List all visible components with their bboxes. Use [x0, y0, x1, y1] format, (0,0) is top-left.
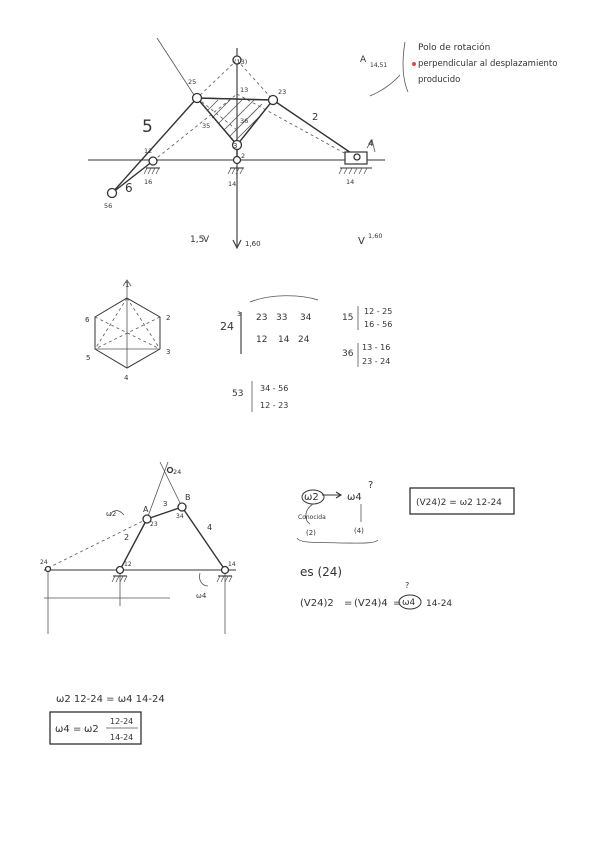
- note-pointer: [370, 75, 400, 96]
- label-ground-right: 14: [346, 178, 355, 186]
- fig2-label-14: 14: [228, 561, 236, 568]
- note-line-2: perpendicular al desplazamiento: [418, 59, 558, 69]
- eq2-r2: 16 - 56: [364, 320, 393, 329]
- ground-support-center: [228, 168, 244, 174]
- label-link-2: 2: [312, 112, 319, 123]
- eq3-r1: 13 - 16: [362, 343, 391, 352]
- label-j2: 2: [241, 152, 246, 160]
- label-link-6: 6: [125, 181, 133, 195]
- hex-node-1: 1: [125, 281, 130, 289]
- equation-15: [342, 306, 392, 330]
- label-v-mid-sub: 1,60: [245, 240, 261, 248]
- label-link-4: 4: [368, 139, 374, 149]
- veq-w4: ω4: [402, 598, 416, 608]
- fig2-label-w2: ω2: [106, 510, 117, 518]
- label-j16: 16: [144, 178, 153, 186]
- kennedy-hexagon: [85, 280, 170, 382]
- fig2-label-b: B: [185, 493, 191, 502]
- eq1-r1c2: 33: [276, 313, 288, 323]
- joint-upper-left: [193, 94, 202, 103]
- eq1-sup: 3: [237, 311, 241, 318]
- fig2-label-34: 34: [176, 513, 184, 520]
- hex-node-3: 3: [166, 348, 171, 356]
- joint-ground-center: [234, 157, 241, 164]
- result-box-1-text: (V24)2 = ω2 12-24: [416, 498, 502, 508]
- eq2-r1: 12 - 25: [364, 307, 393, 316]
- eq4-r2: 12 - 23: [260, 401, 289, 410]
- label-link-5: 5: [142, 117, 153, 137]
- omega-relation: [297, 480, 514, 609]
- bracket-label-1: (2): [306, 529, 316, 537]
- w4-text: ω4: [347, 492, 362, 503]
- label-j13: 13: [240, 86, 249, 94]
- brace: [297, 538, 378, 543]
- label-j25: 25: [188, 78, 197, 86]
- joint-b: [178, 503, 186, 511]
- eq1-r1c3: 34: [300, 313, 312, 323]
- hex-node-6: 6: [85, 316, 90, 324]
- veq-equals-1: =: [344, 598, 353, 609]
- ground-support-12: [112, 576, 127, 582]
- hex-diag-d: [127, 298, 160, 349]
- top-bar: [197, 98, 273, 100]
- joint-ground-left: [149, 157, 157, 165]
- link-2: [273, 100, 357, 157]
- fig2-label-24: 24: [173, 468, 182, 476]
- final-equals: =: [73, 724, 82, 735]
- label-v-left: 1,5: [190, 235, 205, 245]
- hex-node-5: 5: [86, 354, 91, 362]
- fig2-label-a: A: [143, 505, 149, 514]
- note-bullet: [412, 62, 416, 66]
- hex-node-4: 4: [124, 374, 129, 382]
- label-j23: 23: [278, 88, 287, 96]
- mechanism-figure-1: [88, 38, 388, 248]
- eq3-lhs: 36: [342, 349, 354, 359]
- fig2-label-23: 23: [150, 521, 158, 528]
- equation-36: [342, 343, 390, 367]
- dashed-line-d: [237, 94, 357, 160]
- equation-53: [232, 381, 288, 412]
- ground-support-left: [144, 168, 160, 174]
- bracket-label-2: (4): [354, 527, 364, 535]
- note-small-a-sub: 14,51: [370, 62, 388, 69]
- eq2-lhs: 15: [342, 313, 354, 323]
- label-v-left-letter: V: [203, 235, 210, 245]
- final-lhs: ω4: [55, 724, 70, 735]
- annotation-notes: [360, 42, 557, 96]
- label-j3: 3: [233, 142, 238, 150]
- label-j12: 12: [144, 147, 153, 155]
- note-line-1: Polo de rotación: [418, 43, 491, 53]
- label-v-right-sub: 1,60: [368, 232, 383, 240]
- label-j56: 56: [104, 202, 113, 210]
- note-small-a: A: [360, 55, 367, 65]
- final-line: ω2 12-24 = ω4 14-24: [56, 694, 165, 705]
- fig2-label-3: 3: [163, 500, 168, 508]
- fig2-label-12: 12: [124, 561, 132, 568]
- joint-slider: [354, 154, 360, 160]
- eq4-lhs: 53: [232, 389, 244, 399]
- fig2-label-w4: ω4: [196, 592, 207, 600]
- dashed-line-b: [237, 60, 273, 100]
- w2-text: ω2: [304, 492, 319, 503]
- joint-upper-right: [269, 96, 278, 105]
- fig2-label-24-left: 24: [40, 559, 48, 566]
- eq1-lhs: 24: [220, 320, 234, 333]
- known-label: Conocida: [298, 514, 326, 521]
- joint-12: [117, 567, 124, 574]
- label-v-right: V: [358, 236, 365, 247]
- link-5: [112, 98, 197, 193]
- link-4: [182, 507, 225, 570]
- fig2-label-4: 4: [207, 523, 213, 532]
- final-result: [50, 694, 165, 744]
- veq-question: ?: [405, 581, 410, 590]
- mechanism-figure-2: [40, 462, 236, 634]
- final-denominator: 14-24: [110, 733, 134, 742]
- eq1-r2c3: 24: [298, 335, 310, 345]
- eq3-r2: 23 - 24: [362, 357, 391, 366]
- eq4-r1: 34 - 56: [260, 384, 289, 393]
- label-j35: 35: [202, 122, 211, 130]
- w4-question: ?: [368, 480, 374, 491]
- ext-line-a: [147, 462, 168, 519]
- label-j36: 36: [240, 117, 249, 125]
- veq-right: 14-24: [426, 599, 453, 609]
- final-numerator: 12-24: [110, 717, 134, 726]
- final-rhs-w: ω2: [84, 724, 99, 735]
- note-line-3: producido: [418, 75, 461, 85]
- joint-pole-left: [46, 567, 51, 572]
- hex-node-2: 2: [166, 314, 171, 322]
- joint-pole-24: [168, 468, 173, 473]
- ground-support-right: [339, 168, 372, 174]
- veq-mid: (V24)4: [354, 598, 388, 609]
- note-bracket: [403, 42, 408, 92]
- eq1-r2c1: 12: [256, 335, 268, 345]
- eq1-arc: [250, 296, 318, 302]
- fig2-label-2: 2: [124, 533, 130, 542]
- veq-equals-2: =: [393, 598, 402, 609]
- construction-line-left: [157, 38, 196, 98]
- equation-24: [220, 296, 318, 354]
- eq1-r1c1: 23: [256, 313, 268, 323]
- label-j14: 14: [228, 180, 237, 188]
- label-pole-top: (13): [234, 58, 248, 66]
- eq1-r2c2: 14: [278, 335, 290, 345]
- es-label: es (24): [300, 565, 343, 579]
- ground-support-14: [217, 576, 232, 582]
- dashed-line-c: [153, 94, 237, 161]
- joint-56: [108, 189, 117, 198]
- dashed-line-a: [197, 60, 237, 98]
- omega4-arc: [199, 573, 208, 586]
- dashed-pole-line: [48, 519, 147, 568]
- veq-left: (V24)2: [300, 598, 334, 609]
